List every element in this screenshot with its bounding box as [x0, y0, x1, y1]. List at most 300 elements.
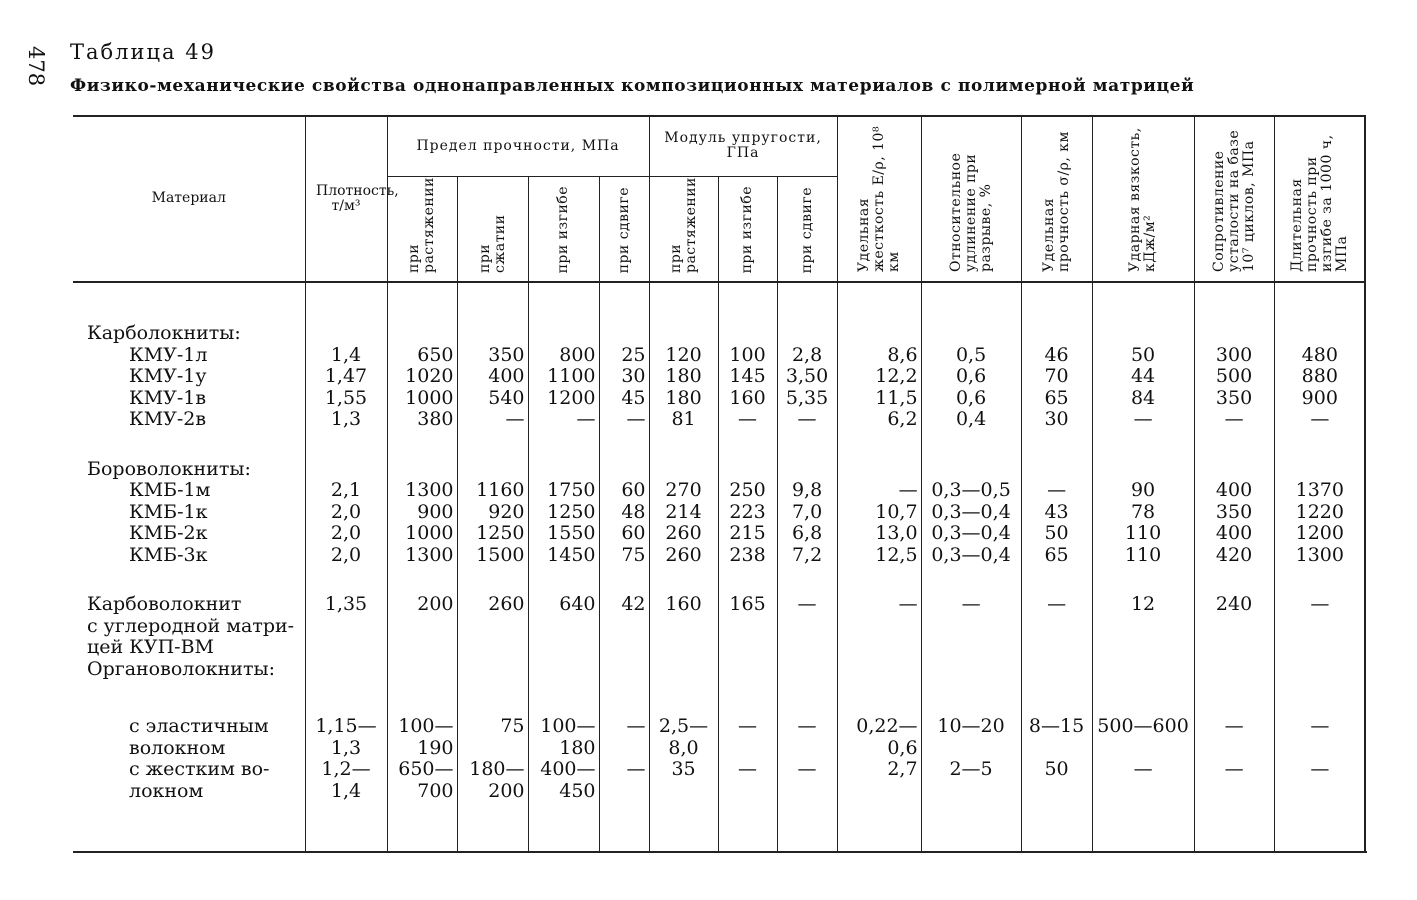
material-group-label: Боровoлокниты: — [87, 458, 251, 480]
material-name: цей КУП-ВМ — [87, 637, 215, 658]
cell-value: 650— — [398, 759, 454, 780]
cell-value: 1020 — [405, 366, 454, 387]
cell-value — [388, 616, 457, 638]
cell-value: 46 — [1044, 344, 1069, 366]
cell-value: 200 — [417, 594, 454, 615]
header-specific-stiffness-label: Удельная жесткость E/ρ, 10⁸ км — [855, 125, 902, 272]
cell-value — [600, 323, 649, 345]
material-name — [87, 680, 305, 716]
header-strength-group: Предел прочности, МПа — [387, 116, 649, 177]
cell-value: 1370 — [1295, 480, 1344, 501]
cell-value — [838, 680, 921, 716]
cell-value: 1,35 — [324, 594, 368, 615]
cell-value: 0,3—0,4 — [931, 544, 1011, 566]
cell-value: 700 — [417, 780, 454, 802]
cell-value: 180 — [665, 387, 702, 409]
cell-value: 100— — [398, 716, 454, 737]
cell-value: 9,8 — [791, 480, 823, 501]
cell-value: 2,5— — [658, 716, 709, 737]
cell-value — [719, 680, 777, 716]
cell-value — [1275, 431, 1366, 459]
cell-value: 2,0 — [330, 501, 362, 523]
cell-value: — — [797, 594, 817, 615]
cell-value — [1195, 781, 1274, 803]
cell-value: — — [626, 759, 646, 780]
cell-value — [388, 323, 457, 345]
cell-value: 1,2— — [321, 759, 371, 780]
cell-value — [778, 738, 837, 760]
cell-value — [719, 459, 777, 481]
cell-value — [600, 459, 649, 481]
cell-value: — — [576, 409, 596, 430]
cell-value: 400— — [540, 759, 596, 780]
cell-value: 0,22— — [856, 716, 918, 737]
cell-value — [1093, 781, 1194, 803]
cell-value: 50 — [1044, 523, 1069, 544]
cell-value: 223 — [729, 501, 766, 523]
cell-value: — — [961, 594, 981, 615]
material-name: КМУ-1у — [129, 366, 207, 387]
cell-value — [922, 659, 1021, 681]
cell-value — [458, 323, 528, 345]
cell-value: 1,4 — [330, 344, 362, 366]
cell-value: 900 — [1301, 387, 1338, 409]
cell-value — [458, 637, 528, 659]
cell-value: 420 — [1215, 544, 1253, 566]
cell-value: 1220 — [1295, 501, 1344, 523]
cell-value — [922, 738, 1021, 760]
cell-value — [529, 459, 599, 481]
cell-value: 350 — [1215, 387, 1253, 409]
cell-value: 7,2 — [791, 544, 823, 566]
cell-value: 900 — [417, 501, 454, 523]
header-fatigue-label: Сопротивление усталости на базе 10⁷ циклов, МПа — [1210, 129, 1257, 272]
cell-value — [306, 616, 387, 638]
cell-value: 1200 — [1295, 523, 1344, 544]
cell-value: — — [1310, 409, 1330, 430]
cell-value — [1195, 566, 1274, 594]
cell-value — [600, 637, 649, 659]
cell-value — [922, 616, 1021, 638]
cell-value: — — [626, 716, 646, 737]
col-impact — [1092, 282, 1194, 852]
header-strength-shear — [599, 177, 649, 283]
cell-value — [388, 659, 457, 681]
cell-value: 12,5 — [875, 544, 918, 566]
cell-value — [1275, 616, 1366, 638]
cell-value: 1550 — [547, 523, 596, 544]
cell-value: 0,3—0,4 — [931, 501, 1011, 523]
header-modulus-bending-label: при изгибе — [739, 185, 756, 273]
material-name: КМУ-1л — [129, 344, 208, 366]
cell-value: 13,0 — [875, 523, 918, 544]
cell-value: 65 — [1044, 387, 1069, 409]
cell-value — [1022, 738, 1092, 760]
col-density — [305, 282, 387, 852]
header-modulus-shear-label: при сдвиге — [798, 186, 815, 273]
header-long-strength-label: Длительная прочность при изгибе за 1000 ч, МПа — [1288, 133, 1350, 272]
header-material: Материал — [73, 116, 305, 282]
cell-value — [838, 323, 921, 345]
cell-value: 1,4 — [330, 780, 362, 802]
cell-value — [1093, 738, 1194, 760]
cell-value: 1,55 — [324, 387, 368, 409]
cell-value — [458, 616, 528, 638]
cell-value: 78 — [1130, 501, 1156, 523]
cell-value: 1200 — [547, 387, 596, 409]
cell-value — [1093, 616, 1194, 638]
cell-value: 1,47 — [324, 366, 368, 387]
cell-value: — — [626, 409, 646, 430]
cell-value: 44 — [1130, 366, 1156, 387]
col-modulus-tension — [649, 282, 718, 852]
cell-value: 100 — [729, 344, 766, 366]
cell-value: 1160 — [476, 480, 525, 501]
cell-value: 25 — [621, 344, 646, 366]
cell-value: 120 — [665, 344, 702, 366]
col-fatigue — [1194, 282, 1274, 852]
cell-value — [1093, 680, 1194, 716]
cell-value — [778, 616, 837, 638]
cell-value — [1275, 323, 1366, 345]
material-name — [87, 566, 305, 594]
cell-value: 1250 — [476, 523, 525, 544]
cell-value: 2,0 — [330, 544, 362, 566]
header-modulus-group: Модуль упругости, ГПа — [649, 116, 837, 177]
col-long-strength — [1274, 282, 1365, 852]
cell-value — [778, 637, 837, 659]
cell-value — [306, 459, 387, 481]
cell-value — [719, 781, 777, 803]
header-density-label: Плотность, т/м³ — [316, 182, 399, 214]
cell-value: — — [1133, 409, 1153, 430]
cell-value — [778, 659, 837, 681]
cell-value — [1022, 566, 1092, 594]
cell-value — [529, 323, 599, 345]
cell-value: — — [738, 716, 758, 737]
cell-value: 480 — [1301, 344, 1338, 366]
cell-value — [1275, 738, 1366, 760]
cell-value — [458, 459, 528, 481]
cell-value — [1022, 781, 1092, 803]
cell-value: 380 — [417, 409, 454, 430]
cell-value — [719, 659, 777, 681]
cell-value — [600, 431, 649, 459]
cell-value: 50 — [1044, 759, 1069, 780]
cell-value — [922, 459, 1021, 481]
cell-value: 1000 — [405, 523, 454, 544]
col-strength-tension — [387, 282, 457, 852]
header-specific-stiffness — [837, 116, 921, 282]
header-modulus-shear — [777, 177, 837, 283]
cell-value — [1022, 680, 1092, 716]
cell-value: 0,6 — [887, 737, 918, 759]
cell-value: 640 — [559, 594, 596, 615]
cell-value — [1275, 659, 1366, 681]
cell-value: 215 — [729, 523, 766, 544]
cell-value — [458, 566, 528, 594]
cell-value: — — [1310, 716, 1330, 737]
cell-value: — — [1224, 716, 1244, 737]
header-impact-label: Ударная вязкость, кДж/м² — [1127, 126, 1159, 272]
cell-value — [719, 431, 777, 459]
cell-value — [306, 659, 387, 681]
cell-value — [838, 431, 921, 459]
cell-value — [458, 680, 528, 716]
cell-value: 110 — [1124, 544, 1162, 566]
cell-value: 300 — [1215, 344, 1253, 366]
col-specific-stiffness — [837, 282, 921, 852]
cell-value: 800 — [559, 344, 596, 366]
cell-value: 30 — [621, 366, 646, 387]
cell-value: 260 — [665, 544, 702, 566]
cell-value — [650, 680, 718, 716]
cell-value — [778, 323, 837, 345]
cell-value — [1093, 566, 1194, 594]
cell-value — [1093, 459, 1194, 481]
cell-value — [838, 459, 921, 481]
cell-value: 84 — [1130, 387, 1156, 409]
cell-value — [650, 637, 718, 659]
cell-value — [600, 680, 649, 716]
cell-value: 500 — [1215, 366, 1253, 387]
cell-value: 160 — [665, 594, 702, 615]
cell-value — [719, 616, 777, 638]
cell-value — [778, 680, 837, 716]
cell-value: 65 — [1044, 544, 1069, 566]
cell-value: 75 — [500, 716, 525, 737]
cell-value — [388, 459, 457, 481]
cell-value — [1093, 659, 1194, 681]
cell-value — [778, 566, 837, 594]
cell-value: 1,15— — [315, 716, 377, 737]
cell-value — [600, 738, 649, 760]
cell-value — [1022, 459, 1092, 481]
header-elongation-label: Относительное удлинение при разрыве, % — [947, 152, 994, 272]
cell-value: 270 — [665, 480, 702, 501]
cell-value: 160 — [729, 387, 766, 409]
material-name: с углеродной матри- — [87, 615, 295, 637]
cell-value: 43 — [1044, 501, 1069, 523]
cell-value: 2,0 — [330, 523, 362, 544]
cell-value: 500—600 — [1097, 716, 1189, 737]
cell-value — [600, 659, 649, 681]
cell-value: 30 — [1044, 409, 1069, 430]
cell-value: 180— — [469, 759, 525, 780]
cell-value: — — [1047, 480, 1067, 501]
cell-value: 42 — [621, 594, 646, 615]
cell-value: 45 — [621, 387, 646, 409]
cell-value — [306, 566, 387, 594]
cell-value: 0,5 — [955, 344, 987, 366]
cell-value: 260 — [665, 523, 702, 544]
cell-value — [1275, 566, 1366, 594]
cell-value: 1000 — [405, 387, 454, 409]
cell-value: 165 — [729, 594, 766, 615]
cell-value — [306, 637, 387, 659]
material-name: с жестким во- — [129, 759, 270, 780]
cell-value: 11,5 — [875, 387, 918, 409]
material-name: волокном — [129, 737, 226, 759]
cell-value: — — [1310, 594, 1330, 615]
cell-value — [922, 566, 1021, 594]
cell-value — [1195, 459, 1274, 481]
material-name: КМУ-1в — [129, 387, 207, 409]
col-strength-shear — [599, 282, 649, 852]
cell-value: 5,35 — [785, 387, 829, 409]
cell-value — [306, 323, 387, 345]
col-strength-bending — [528, 282, 599, 852]
cell-value — [306, 431, 387, 459]
cell-value: 100— — [540, 716, 596, 737]
col-strength-compression — [457, 282, 528, 852]
cell-value — [922, 323, 1021, 345]
header-modulus-bending — [718, 177, 777, 283]
cell-value — [1093, 637, 1194, 659]
header-strength-bending-label: при изгибе — [555, 185, 571, 273]
material-name: Карбоволокнит — [87, 594, 242, 615]
cell-value — [1022, 637, 1092, 659]
cell-value — [1195, 616, 1274, 638]
cell-value: 540 — [488, 387, 525, 409]
col-material — [73, 282, 305, 852]
cell-value — [600, 616, 649, 638]
cell-value: 6,2 — [887, 409, 918, 430]
cell-value — [458, 431, 528, 459]
material-group-label: Карболокниты: — [87, 323, 241, 344]
cell-value: 35 — [671, 759, 696, 780]
cell-value — [922, 431, 1021, 459]
cell-value — [529, 431, 599, 459]
cell-value: 190 — [417, 737, 454, 759]
table-bottom-rule — [73, 851, 1367, 853]
cell-value — [388, 637, 457, 659]
header-density — [305, 116, 399, 282]
cell-value: — — [797, 716, 817, 737]
cell-value — [1195, 738, 1274, 760]
cell-value: — — [505, 409, 525, 430]
header-modulus-tension — [649, 177, 718, 283]
header-elongation — [921, 116, 1021, 282]
page-number: 478 — [24, 46, 48, 87]
cell-value: — — [1224, 759, 1244, 780]
cell-value — [1093, 431, 1194, 459]
cell-value: 1250 — [547, 501, 596, 523]
header-strength-compression-label: при сжатии — [476, 214, 508, 273]
cell-value: 0,6 — [955, 366, 987, 387]
cell-value — [922, 680, 1021, 716]
cell-value: 48 — [621, 501, 646, 523]
cell-value: 8,0 — [668, 737, 699, 759]
cell-value: 0,3—0,5 — [931, 480, 1011, 501]
cell-value: — — [1133, 759, 1153, 780]
cell-value: — — [898, 480, 918, 501]
cell-value: 238 — [729, 544, 766, 566]
col-modulus-bending — [718, 282, 777, 852]
cell-value: 214 — [665, 501, 702, 523]
cell-value — [922, 637, 1021, 659]
header-strength-bending — [528, 177, 599, 283]
cell-value — [306, 680, 387, 716]
cell-value: 60 — [621, 523, 646, 544]
cell-value — [778, 431, 837, 459]
cell-value: 400 — [1215, 480, 1253, 501]
cell-value: 8—15 — [1028, 716, 1085, 737]
cell-value — [719, 566, 777, 594]
cell-value: — — [738, 409, 758, 430]
header-fatigue — [1194, 116, 1274, 282]
cell-value — [838, 637, 921, 659]
cell-value: 90 — [1130, 480, 1156, 501]
table-label: Таблица 49 — [70, 40, 216, 64]
header-impact — [1092, 116, 1194, 282]
cell-value — [388, 431, 457, 459]
cell-value: 3,50 — [785, 366, 829, 387]
cell-value: 145 — [729, 366, 766, 387]
cell-value: 8,6 — [887, 344, 918, 366]
cell-value: 250 — [729, 480, 766, 501]
cell-value — [1022, 323, 1092, 345]
material-name — [87, 431, 305, 459]
cell-value: 180 — [559, 737, 596, 759]
cell-value — [838, 616, 921, 638]
cell-value — [1022, 659, 1092, 681]
cell-value — [529, 566, 599, 594]
cell-value: 75 — [621, 544, 646, 566]
cell-value: 6,8 — [791, 523, 823, 544]
cell-value: 0,6 — [955, 387, 987, 409]
cell-value — [719, 738, 777, 760]
cell-value: 1750 — [547, 480, 596, 501]
header-long-strength — [1274, 116, 1365, 282]
cell-value: 400 — [1215, 523, 1253, 544]
cell-value — [650, 431, 718, 459]
cell-value — [529, 637, 599, 659]
cell-value — [838, 659, 921, 681]
cell-value — [650, 323, 718, 345]
cell-value: 1100 — [547, 366, 596, 387]
cell-value: 12,2 — [875, 366, 918, 387]
header-strength-compression — [457, 177, 528, 283]
header-strength-shear-label: при сдвиге — [615, 186, 632, 273]
cell-value — [719, 323, 777, 345]
cell-value — [778, 459, 837, 481]
cell-value: 350 — [488, 344, 525, 366]
material-name: КМБ-2к — [129, 523, 208, 544]
cell-value: 10,7 — [875, 501, 918, 523]
cell-value: 1300 — [405, 480, 454, 501]
cell-value: — — [898, 594, 918, 615]
cell-value: 7,0 — [791, 501, 823, 523]
cell-value: 400 — [488, 366, 525, 387]
cell-value: 450 — [559, 780, 596, 802]
cell-value: 350 — [1215, 501, 1253, 523]
cell-value — [838, 566, 921, 594]
material-name: локном — [129, 780, 204, 802]
cell-value: — — [797, 409, 817, 430]
cell-value — [650, 781, 718, 803]
cell-value — [529, 659, 599, 681]
cell-value — [1275, 459, 1366, 481]
cell-value: 2,7 — [887, 759, 918, 780]
material-name: КМБ-1к — [129, 501, 208, 523]
table-title: Физико-механические свойства однонаправленных композиционных материалов с полимерной матрицей — [70, 76, 1195, 96]
cell-value — [1022, 616, 1092, 638]
cell-value: 240 — [1215, 594, 1253, 615]
cell-value — [838, 781, 921, 803]
cell-value: 1,3 — [330, 409, 362, 430]
cell-value — [1275, 680, 1366, 716]
